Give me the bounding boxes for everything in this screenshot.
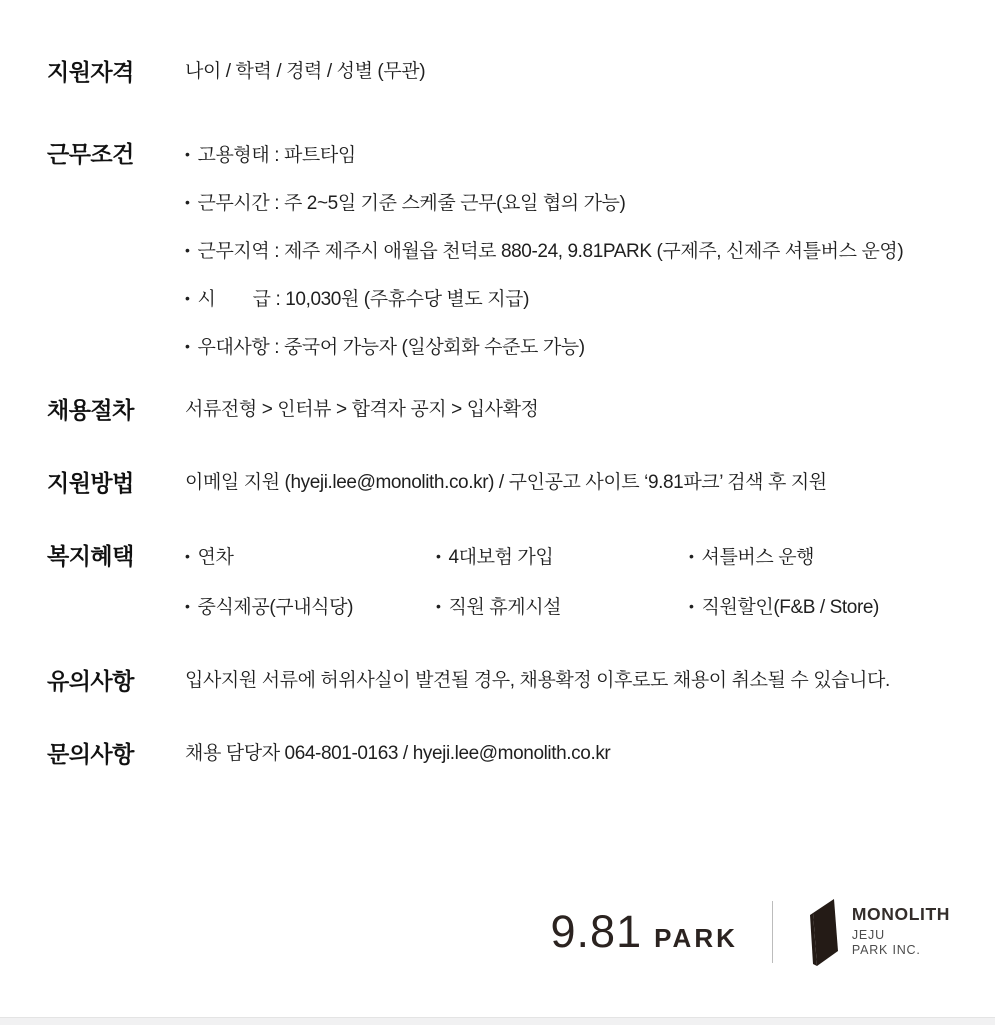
section-body xyxy=(185,667,975,695)
benefit-item: • 연차 xyxy=(185,542,436,572)
contact-text: 채용 담당자 064-801-0163 / hyeji.lee@monolith.co.kr xyxy=(185,743,611,764)
section-qualifications xyxy=(47,58,975,86)
section-heading: 지원자격 xyxy=(47,59,134,85)
981-park-logo xyxy=(551,906,738,958)
bottom-section-edge xyxy=(0,1017,995,1025)
981-park-logo-number: 9.81 xyxy=(550,906,643,957)
section-body xyxy=(185,542,975,622)
section-heading: 유의사항 xyxy=(47,668,134,694)
work-condition-item: • 시 급 : 10,030원 (주휴수당 별도 지급) xyxy=(185,284,975,314)
work-condition-item: • 근무지역 : 제주 제주시 애월읍 천덕로 880-24, 9.81PARK (구제주, 신제주 셔틀버스 운영) xyxy=(185,236,975,266)
section-notice xyxy=(47,667,975,695)
section-heading: 지원방법 xyxy=(47,470,134,496)
section-body xyxy=(185,396,975,424)
work-condition-item: • 근무시간 : 주 2~5일 기준 스케줄 근무(요일 협의 가능) xyxy=(185,188,975,218)
benefit-item: • 직원 휴게시설 xyxy=(436,592,689,622)
monolith-slab-icon xyxy=(809,898,839,966)
work-condition-item: • 고용형태 : 파트타임 xyxy=(185,140,975,170)
hiring-process-text: 서류전형 > 인터뷰 > 합격자 공지 > 입사확정 xyxy=(185,399,539,420)
monolith-logo-subtitle-2: PARK INC. xyxy=(851,943,921,958)
section-body xyxy=(185,740,975,768)
monolith-logo xyxy=(809,898,950,966)
benefit-item: • 4대보험 가입 xyxy=(436,542,689,572)
benefit-item: • 중식제공(구내식당) xyxy=(185,592,436,622)
section-benefits xyxy=(47,542,975,622)
section-hiring-process xyxy=(47,396,975,424)
section-heading: 채용절차 xyxy=(47,397,134,423)
section-how-to-apply xyxy=(47,469,975,497)
section-body xyxy=(185,140,975,362)
benefits-grid xyxy=(185,542,975,622)
section-heading: 근무조건 xyxy=(47,141,134,167)
monolith-logo-text xyxy=(851,903,950,959)
section-contact xyxy=(47,740,975,768)
section-work-conditions xyxy=(47,140,975,362)
981-park-logo-word: PARK xyxy=(654,923,738,953)
how-to-apply-text: 이메일 지원 (hyeji.lee@monolith.co.kr) / 구인공고 사이트 ‘9.81파크’ 검색 후 지원 xyxy=(185,472,827,493)
section-heading: 문의사항 xyxy=(47,741,134,767)
section-body xyxy=(185,58,975,86)
monolith-logo-subtitle-1: JEJU xyxy=(851,928,885,943)
logo-divider xyxy=(772,901,773,963)
benefit-item: • 셔틀버스 운행 xyxy=(689,542,975,572)
work-condition-item: • 우대사항 : 중국어 가능자 (일상회화 수준도 가능) xyxy=(185,332,975,362)
section-heading: 복지혜택 xyxy=(47,543,134,569)
benefit-item: • 직원할인(F&B / Store) xyxy=(689,592,975,622)
section-body xyxy=(185,469,975,497)
monolith-logo-title: MONOLITH xyxy=(851,903,950,924)
footer-logos xyxy=(551,898,950,966)
qualifications-text: 나이 / 학력 / 경력 / 성별 (무관) xyxy=(185,61,426,82)
notice-text: 입사지원 서류에 허위사실이 발견될 경우, 채용확정 이후로도 채용이 취소될 수 있습니다. xyxy=(185,670,890,691)
